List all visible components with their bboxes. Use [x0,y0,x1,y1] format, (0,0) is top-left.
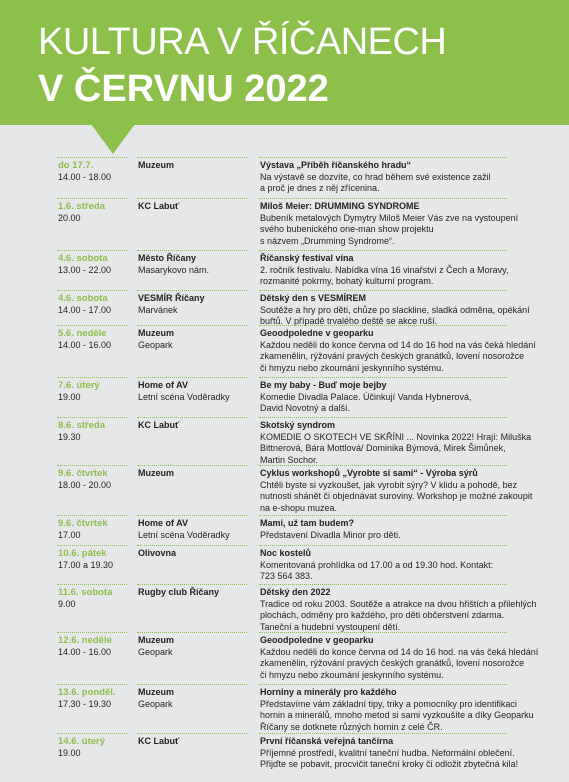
event-description-line: Chtěli byste si vyzkoušet, jak vyrobit sýry? V klidu a pohodě, bez [260,479,518,490]
row-divider [57,515,127,516]
event-description-cell [260,518,510,541]
event-description-line: nutnosti shánět či objednávat suroviny. Workshop je možné zakoupit [260,491,533,501]
row-divider [259,198,507,199]
event-description-line: Tradice od roku 2003. Soutěže a atrakce na dvou hřištích a přilehlých [260,598,537,609]
event-place-detail: Marvánek [138,304,178,315]
row-divider [57,377,127,378]
event-place: Rugby club Říčany [138,587,220,597]
event-description-line: Říčany se dotknete různých hornin z celé ČR. [260,721,443,732]
event-date: 7.6. úterý [58,380,100,391]
event-description-cell [260,587,537,633]
event-time: 17.30 - 19.30 [58,698,112,709]
event-description-line: Představení Divadla Minor pro děti. [260,529,401,540]
event-place-cell [138,201,250,213]
event-description-line: Soutěže a hry pro děti, chůze po slackline, sladká odměna, opékání [260,304,530,315]
event-description-cell [260,201,519,247]
event-description-line: Komedie Divadla Palace. Účinkují Vanda Hybnerová, [260,391,472,402]
event-title: Geoodpoledne v geoparku [260,635,374,645]
event-date-cell [58,736,136,759]
event-description-cell [260,328,536,374]
event-description-cell [260,420,532,466]
event-description-line: KOMEDIE O SKOTECH VE SKŘÍNI ... Novinka 2022! Hrají: Miluška [260,431,532,442]
event-place-cell [138,420,250,432]
event-description-cell [260,293,530,328]
event-date: 8.6. středa [58,420,105,431]
event-date: 1.6. středa [58,201,105,212]
row-divider [137,545,247,546]
row-divider [57,632,127,633]
event-date: 9.6. čtvrtek [58,518,108,529]
row-divider [137,198,247,199]
event-description-line: a proč je dnes z něj zřícenina. [260,183,380,193]
event-description-line: Každou neděli do konce června od 14 do 16 hod na vás čeká hledání [260,339,536,350]
event-date: 4.6. sobota [58,253,108,264]
row-divider [259,545,507,546]
event-description-line: svého bubenického one-man show projektu [260,224,434,234]
row-divider [137,290,247,291]
event-date-cell [58,468,136,491]
event-date-cell [58,380,136,403]
event-description-cell [260,635,539,681]
event-time: 17.00 [58,529,81,540]
event-date: 11.6. sobota [58,587,113,598]
row-divider [137,325,247,326]
row-divider [57,465,127,466]
row-divider [259,684,507,685]
event-date: 9.6. čtvrtek [58,468,108,479]
row-divider [57,733,127,734]
event-title: Dětský den s VESMÍREM [260,293,367,303]
event-time: 14.00 - 18.00 [58,171,112,182]
event-description-line: Bittnerová, Bára Mottlová/ Dominika Býmová, Mirek Šimůnek, [260,443,506,453]
event-time: 19.30 [58,431,81,442]
event-place-cell [138,548,250,560]
event-place: Muzeum [138,160,174,170]
event-place: Home of AV [138,518,189,528]
event-date-cell [58,420,136,443]
event-time: 20.00 [58,212,81,223]
event-description-line: s názvem „Drumming Syndrome“. [260,235,395,246]
event-place: Olivovna [138,548,177,558]
event-description-line: Martin Sochor. [260,454,319,465]
event-place-cell [138,587,250,599]
event-date: 10.6. pátek [58,548,107,559]
row-divider [259,290,507,291]
event-time: 19.00 [58,747,81,758]
event-description-cell [260,160,510,195]
event-date: do 17.7. [58,160,94,171]
event-place: Město Říčany [138,253,197,263]
event-place-cell [138,468,250,480]
event-time: 13.00 - 22.00 [58,264,112,275]
event-description-cell [260,548,510,583]
event-description-cell [260,253,510,288]
page-title-line2: V ČERVNU 2022 [38,68,329,110]
event-place-detail: Geopark [138,698,173,709]
row-divider [57,417,127,418]
event-place-cell [138,380,250,403]
event-title: Horniny a minerály pro každého [260,687,397,697]
event-title: Noc kostelů [260,548,312,558]
event-place: Muzeum [138,687,174,697]
event-date: 13.6. ponděl. [58,687,116,698]
row-divider [57,545,127,546]
row-divider [137,157,247,158]
event-place: KC Labuť [138,201,180,211]
row-divider [57,157,127,158]
event-description-line: či hmyzu nebo zkoumání jeskynního systému. [260,362,444,373]
event-time: 17.00 a 19.30 [58,559,114,570]
row-divider [137,584,247,585]
event-time: 14.00 - 17.00 [58,304,112,315]
event-description-line: na e-shopu muzea. [260,502,338,513]
event-place-cell [138,736,250,748]
event-description-line: Bubeník metalových Dymytry Miloš Meier Vás zve na vystoupení [260,212,519,223]
event-place-detail: Letní scéna Voděradky [138,391,230,402]
row-divider [137,733,247,734]
event-description-line: zkamenělin, rýžování pravých českých granátků, lovení nosorožce [260,658,525,668]
event-place-cell [138,687,250,710]
header-banner [0,0,569,125]
event-description-line: Každou neděli do konce června od 14 do 16 hod. na vás čeká hledání [260,646,539,657]
row-divider [137,515,247,516]
event-title: Be my baby - Buď moje bejby [260,380,387,390]
row-divider [259,733,507,734]
event-date: 4.6. sobota [58,293,108,304]
row-divider [57,584,127,585]
event-title: Výstava „Příběh říčanského hradu“ [260,160,412,170]
event-place: Home of AV [138,380,189,390]
event-title: Cyklus workshopů „Vyrobte si sami“ - Výroba sýrů [260,468,478,478]
event-description-cell [260,468,533,514]
row-divider [137,250,247,251]
page-title-line1: KULTURA V ŘÍČANECH [38,21,447,63]
event-place-detail: Masarykovo nám. [138,264,210,275]
event-description-line: Představíme vám základní tipy, triky a pomocníky pro identifikaci [260,698,517,709]
event-place: KC Labuť [138,736,180,746]
event-place-cell [138,293,250,316]
row-divider [137,684,247,685]
event-time: 14.00 - 16.00 [58,646,112,657]
event-place-cell [138,635,250,658]
event-date: 14.6. úterý [58,736,105,747]
event-date-cell [58,293,136,316]
event-title: První říčanská veřejná tančírna [260,736,394,746]
event-description-line: Taneční a hudební vystoupení dětí. [260,621,401,632]
event-title: Skotský syndrom [260,420,336,430]
event-description-line: či hmyzu nebo zkoumání jeskynního systému. [260,669,444,680]
event-place: VESMÍR Říčany [138,293,205,303]
event-description-line: zkamenělin, rýžování pravých českých granátků, lovení nosorožce [260,351,525,361]
row-divider [259,632,507,633]
event-place: Muzeum [138,328,174,338]
row-divider [259,584,507,585]
event-place-detail: Geopark [138,339,173,350]
event-description-line: Přijďte se pobavit, procvičit taneční kroky či odložit zbytečná kila! [260,759,519,769]
event-description-cell [260,380,510,415]
event-time: 9.00 [58,598,76,609]
row-divider [259,515,507,516]
event-title: Miloš Meier: DRUMMING SYNDROME [260,201,420,211]
row-divider [259,465,507,466]
event-date-cell [58,548,136,571]
event-description-line: hornin a minerálů, mnoho metod si sami vyzkoušíte a díky Geoparku [260,710,534,720]
event-time: 18.00 - 20.00 [58,479,112,490]
row-divider [137,417,247,418]
event-date-cell [58,160,136,183]
row-divider [137,377,247,378]
row-divider [259,377,507,378]
event-place: KC Labuť [138,420,180,430]
row-divider [259,157,507,158]
event-description-line: Komentovaná prohlídka od 17.00 a od 19.30 hod. Kontakt: [260,559,494,570]
event-title: Říčanský festival vína [260,253,354,263]
row-divider [137,465,247,466]
header-notch [91,124,135,154]
row-divider [57,325,127,326]
event-place-cell [138,253,250,276]
event-description-line: 723 564 383. [260,571,313,581]
event-time: 19.00 [58,391,81,402]
event-description-line: 2. ročník festivalu. Nabídka vína 16 vinařství z Čech a Moravy, [260,264,509,275]
row-divider [259,325,507,326]
event-title: Geoodpoledne v geoparku [260,328,374,338]
row-divider [259,250,507,251]
event-title: Mami, už tam budem? [260,518,355,528]
event-date: 5.6. neděle [58,328,107,339]
event-place-cell [138,518,250,541]
event-date-cell [58,687,136,710]
event-date-cell [58,201,136,224]
event-description-cell [260,736,519,771]
event-description-line: rozmanité pokrmy, bohatý kulturní program. [260,276,434,286]
event-date-cell [58,328,136,351]
event-description-line: Na výstavě se dozvíte, co hrad během své existence zažil [260,171,491,182]
event-date-cell [58,635,136,658]
event-description-line: Příjemné prostředí, kvalitní taneční hudba. Neformální oblečení. [260,747,515,758]
event-place-cell [138,160,250,172]
row-divider [57,250,127,251]
row-divider [57,290,127,291]
event-description-line: David Novotný a další. [260,403,351,413]
event-place: Muzeum [138,468,174,478]
event-description-line: buřtů. V případě trvalého deště se akce ruší. [260,316,438,326]
event-place: Muzeum [138,635,174,645]
event-title: Dětský den 2022 [260,587,331,597]
event-place-detail: Letní scéna Voděradky [138,529,230,540]
event-description-line: plochách, odměny pro každého, pro děti občerstvení zdarma. [260,610,505,620]
event-description-cell [260,687,534,733]
event-place-detail: Geopark [138,646,173,657]
row-divider [137,632,247,633]
row-divider [57,198,127,199]
event-date-cell [58,587,136,610]
row-divider [259,417,507,418]
event-date-cell [58,518,136,541]
row-divider [57,684,127,685]
event-place-cell [138,328,250,351]
event-date: 12.6. neděle [58,635,112,646]
event-time: 14.00 - 16.00 [58,339,112,350]
event-date-cell [58,253,136,276]
